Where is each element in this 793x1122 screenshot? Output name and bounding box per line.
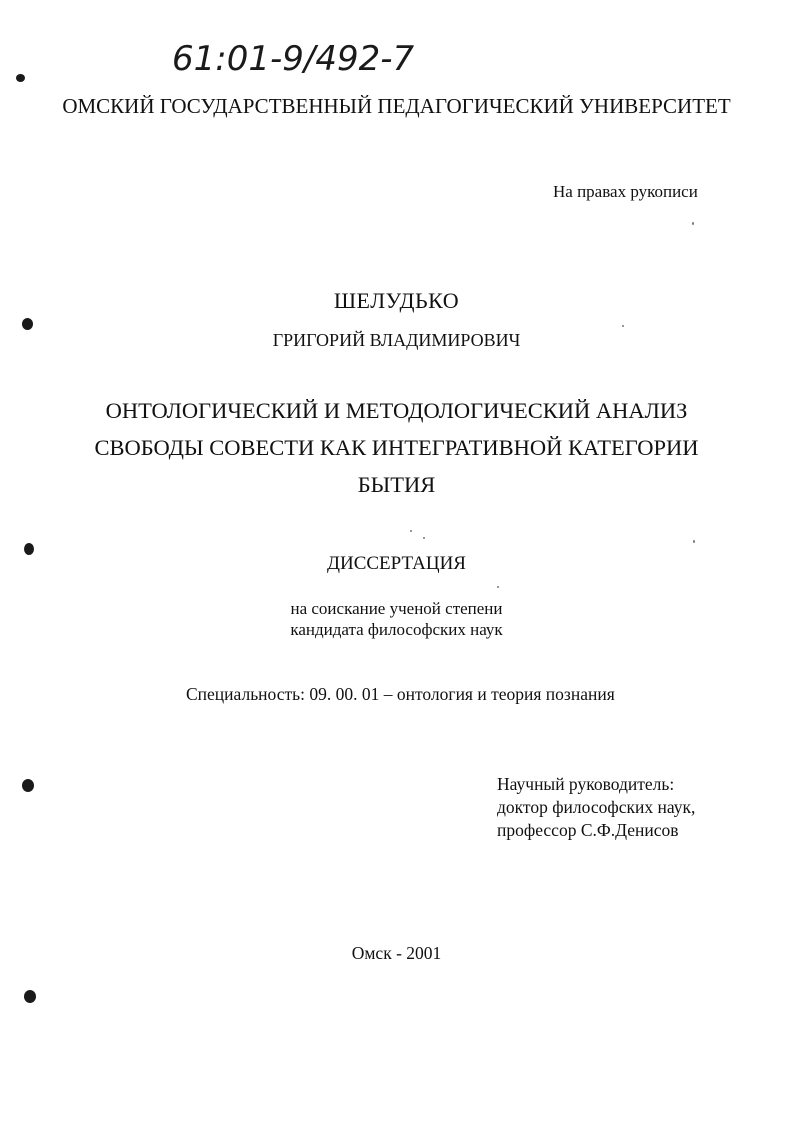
scan-speck: [497, 586, 499, 588]
rights-note: На правах рукописи: [553, 182, 698, 201]
binder-hole-mark: [24, 990, 36, 1003]
speciality: Специальность: 09. 00. 01 – онтология и теория познания: [186, 684, 615, 704]
degree-line: на соискание ученой степени: [290, 599, 503, 618]
author-surname: ШЕЛУДЬКО: [333, 288, 460, 313]
title-line: СВОБОДЫ СОВЕСТИ КАК ИНТЕГРАТИВНОЙ КАТЕГОРИИ: [94, 435, 699, 460]
scan-speck: [692, 222, 694, 225]
scan-speck: [693, 540, 695, 543]
scan-speck: [410, 530, 412, 532]
scan-speck: [423, 537, 425, 539]
archive-code-text: 61:01-9/492-7: [172, 39, 415, 79]
university-name: ОМСКИЙ ГОСУДАРСТВЕННЫЙ ПЕДАГОГИЧЕСКИЙ УНИВЕРСИТЕТ: [62, 94, 731, 118]
supervisor-line: доктор философских наук,: [497, 797, 696, 817]
supervisor-block: [497, 773, 695, 842]
city-year: Омск - 2001: [351, 943, 442, 963]
supervisor-line: профессор С.Ф.Денисов: [497, 820, 679, 840]
document-type: ДИССЕРТАЦИЯ: [327, 553, 466, 574]
degree-line: кандидата философских наук: [290, 620, 503, 639]
supervisor-line: Научный руководитель:: [497, 774, 675, 794]
title-line: ОНТОЛОГИЧЕСКИЙ И МЕТОДОЛОГИЧЕСКИЙ АНАЛИЗ: [105, 398, 688, 423]
archive-code-handwriting: [168, 30, 548, 90]
degree-statement: [0, 598, 793, 640]
binder-hole-mark: [16, 74, 25, 82]
dissertation-title: [0, 392, 793, 503]
handwritten-archive-code: [168, 30, 548, 90]
binder-hole-mark: [24, 543, 34, 555]
binder-hole-mark: [22, 318, 33, 330]
author-given-names: ГРИГОРИЙ ВЛАДИМИРОВИЧ: [272, 330, 521, 350]
scan-speck: [622, 325, 624, 327]
binder-hole-mark: [22, 779, 34, 792]
title-line: БЫТИЯ: [357, 472, 436, 497]
